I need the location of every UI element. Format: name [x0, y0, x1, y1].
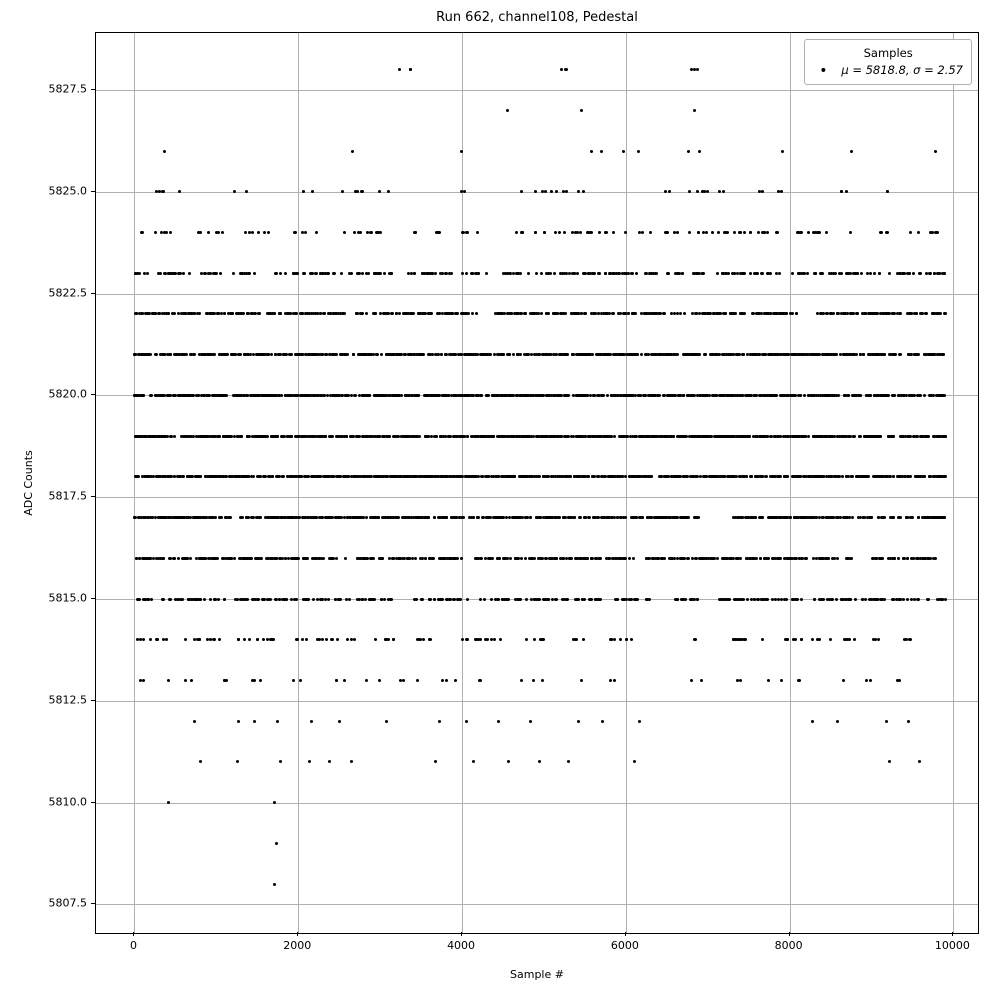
gridline-vertical: [298, 33, 299, 933]
x-tick-label: 0: [129, 939, 137, 952]
gridline-horizontal: [96, 803, 978, 804]
y-tick-label: 5827.5: [48, 82, 87, 96]
gridline-horizontal: [96, 497, 978, 498]
y-tick-mark: [91, 394, 95, 395]
y-tick-label: 5810.0: [48, 795, 87, 809]
legend-title: Samples: [863, 46, 913, 60]
x-tick-label: 2000: [283, 939, 312, 952]
x-axis-label: Sample #: [510, 968, 564, 981]
gridline-horizontal: [96, 294, 978, 295]
y-tick-label: 5815.0: [48, 591, 87, 605]
page-title: Run 662, channel108, Pedestal: [436, 10, 638, 25]
y-axis-label: ADC Counts: [22, 450, 35, 516]
x-tick-mark: [133, 932, 134, 936]
y-tick-label: 5820.0: [48, 387, 87, 401]
x-tick-label: 6000: [610, 939, 639, 952]
x-tick-label: 10000: [934, 939, 970, 952]
gridline-vertical: [626, 33, 627, 933]
gridline-vertical: [953, 33, 954, 933]
y-tick-mark: [91, 496, 95, 497]
x-tick-label: 4000: [447, 939, 476, 952]
legend-entry-label: μ = 5818.8, σ = 2.57: [841, 63, 963, 77]
y-tick-mark: [91, 89, 95, 90]
y-tick-mark: [91, 293, 95, 294]
y-tick-mark: [91, 191, 95, 192]
gridline-horizontal: [96, 904, 978, 905]
gridline-horizontal: [96, 90, 978, 91]
legend-entry: [813, 63, 963, 78]
gridline-vertical: [462, 33, 463, 933]
point-marker-icon: •: [819, 62, 828, 79]
x-tick-label: 8000: [774, 939, 803, 952]
y-tick-mark: [91, 598, 95, 599]
y-tick-label: 5812.5: [48, 693, 87, 707]
scatter-plot-axes: [95, 32, 979, 934]
x-tick-mark: [461, 932, 462, 936]
x-tick-mark: [952, 932, 953, 936]
y-tick-label: 5822.5: [48, 286, 87, 300]
y-tick-mark: [91, 802, 95, 803]
x-tick-mark: [789, 932, 790, 936]
x-tick-mark: [297, 932, 298, 936]
gridline-horizontal: [96, 701, 978, 702]
y-tick-label: 5817.5: [48, 489, 87, 503]
y-tick-label: 5807.5: [48, 896, 87, 910]
gridline-vertical: [790, 33, 791, 933]
gridline-vertical: [134, 33, 135, 933]
legend: [804, 39, 972, 85]
y-tick-label: 5825.0: [48, 184, 87, 198]
y-tick-mark: [91, 700, 95, 701]
y-tick-mark: [91, 903, 95, 904]
x-tick-mark: [625, 932, 626, 936]
